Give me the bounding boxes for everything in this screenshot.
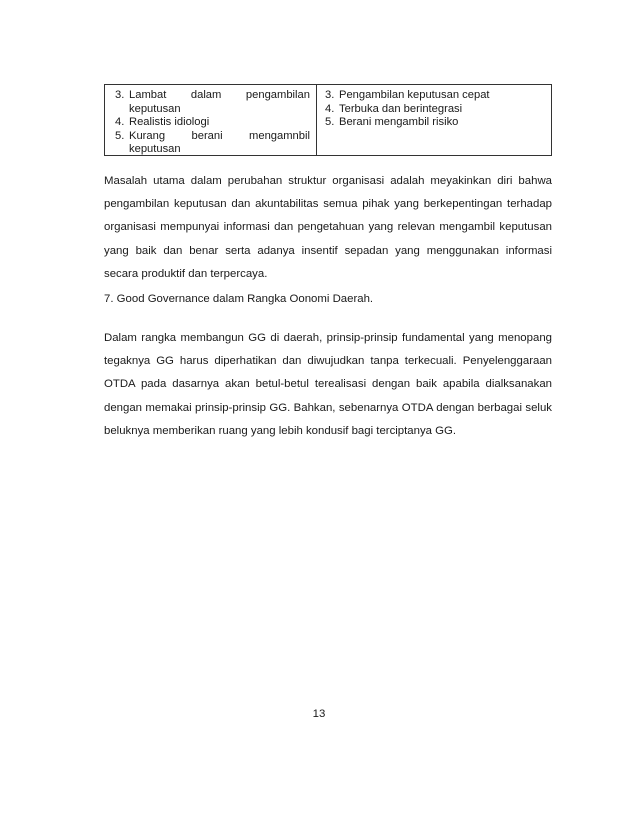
table-right-column	[317, 85, 551, 155]
list-item	[115, 89, 310, 116]
section-heading: 7. Good Governance dalam Rangka Oonomi Daerah.	[104, 293, 374, 305]
item-number: 4.	[325, 102, 335, 115]
table-left-column	[105, 85, 317, 155]
list-item	[325, 103, 545, 117]
item-text-cont: keputusan	[129, 143, 181, 156]
list-item	[115, 130, 310, 157]
item-text: Terbuka dan berintegrasi	[339, 102, 463, 115]
page-number: 13	[312, 708, 326, 720]
item-number: 3.	[115, 89, 125, 101]
item-text-line: Kurang berani mengamnbil	[129, 129, 310, 142]
paragraph-1: Masalah utama dalam perubahan struktur organisasi adalah meyakinkan diri bahwa pengambilan keputusan dan akuntabilitas semua pihak yang berkepentingan terhadap organisasi mempunyai informasi dan pengetahuan yang relevan mengambil keputusan yang baik dan benar serta adanya insentif sepadan yang menggunakan informasi secara produktif dan terpercaya.	[104, 175, 552, 280]
item-text: Pengambilan keputusan cepat	[339, 89, 490, 101]
item-number: 5.	[325, 116, 335, 129]
item-text: Realistis idiologi	[129, 116, 210, 129]
comparison-table	[104, 84, 552, 156]
list-item	[325, 89, 545, 103]
item-text-cont: keputusan	[129, 102, 181, 115]
item-number: 4.	[115, 116, 125, 129]
paragraph-2: Dalam rangka membangun GG di daerah, prinsip-prinsip fundamental yang menopang tegaknya GG harus diperhatikan dan diwujudkan tanpa terkecuali. Penyelenggaraan OTDA pada dasarnya akan betul-betul terealisasi dengan baik apabila dialksanakan dengan memakai prinsip-prinsip GG. Bahkan, sebenarnya OTDA dengan berbagai seluk beluknya memberikan ruang yang lebih kondusif bagi terciptanya GG.	[104, 332, 552, 437]
item-number: 5.	[115, 129, 125, 142]
list-item	[325, 116, 545, 130]
item-text: Berani mengambil risiko	[339, 116, 459, 129]
list-item	[115, 116, 310, 130]
item-number: 3.	[325, 89, 335, 101]
item-text-line: Lambat dalam pengambilan	[129, 89, 310, 101]
